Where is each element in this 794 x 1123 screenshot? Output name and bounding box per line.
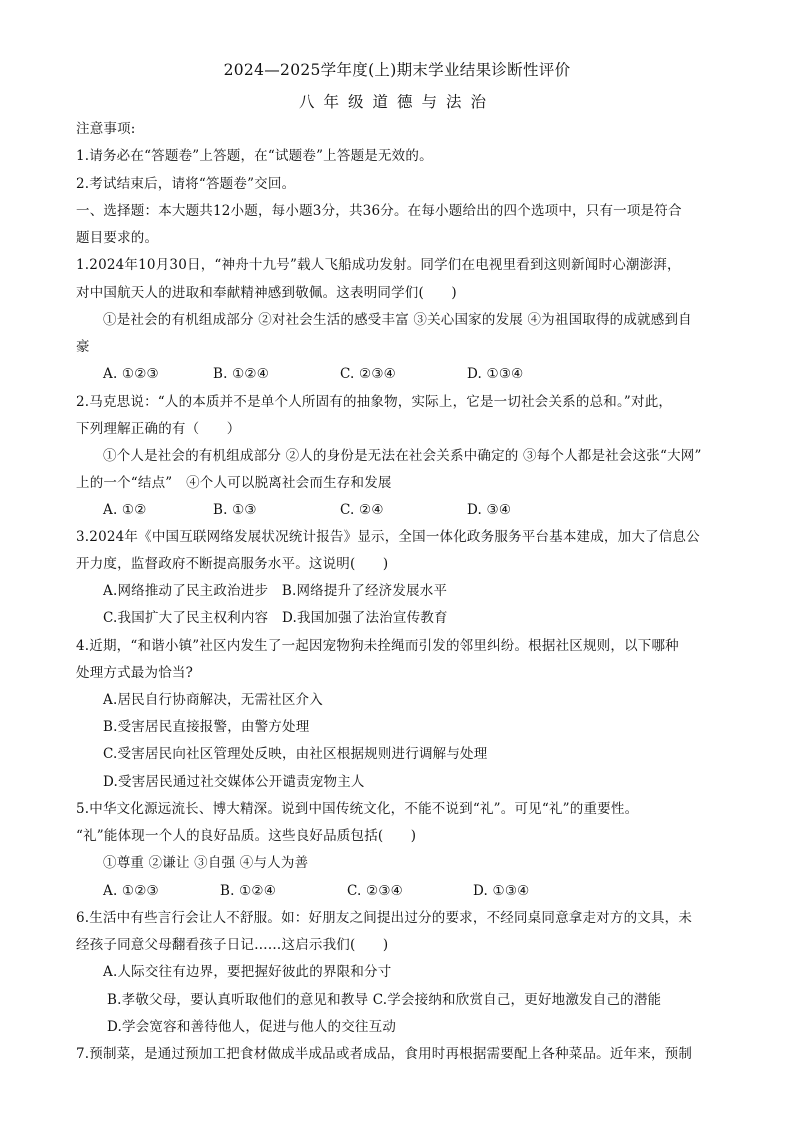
- option-c: C. ②③④: [347, 883, 403, 899]
- option-row: D.受害居民通过社交媒体公开谴责宠物主人: [103, 774, 365, 790]
- question-statement: ①尊重 ②谦让 ③自强 ④与人为善: [103, 855, 309, 871]
- option-row: A.网络推动了民主政治进步 B.网络提升了经济发展水平: [103, 583, 448, 599]
- option-b: B. ①③: [213, 502, 257, 518]
- option-row: B.受害居民直接报警，由警方处理: [103, 719, 310, 735]
- option-row: C.我国扩大了民主权利内容 D.我国加强了法治宣传教育: [103, 610, 448, 626]
- question-stem: 7.预制菜，是通过预加工把食材做成半成品或者成品，食用时再根据需要配上各种菜品。近年来，预制: [76, 1046, 693, 1062]
- option-row: A.居民自行协商解决，无需社区介入: [103, 692, 323, 708]
- option-b: B. ①②④: [213, 366, 270, 382]
- option-a: A. ①②③: [103, 883, 159, 899]
- option-c: C. ②③④: [340, 366, 396, 382]
- question-statement: 上的一个“结点” ④个人可以脱离社会而生存和发展: [76, 475, 392, 491]
- exam-subject: 八年级道德与法治: [298, 93, 495, 111]
- question-stem: 2.马克思说：“人的本质并不是单个人所固有的抽象物，实际上，它是一切社会关系的总和。”对此，: [76, 394, 673, 410]
- question-stem: “礼”能体现一个人的良好品质。这些良好品质包括( ): [76, 828, 417, 844]
- notes-item: 2.考试结束后，请将“答题卷”交回。: [76, 176, 296, 192]
- question-stem: 4.近期，“和谐小镇”社区内发生了一起因宠物狗未拴绳而引发的邻里纠纷。根据社区规则，以下哪种: [76, 638, 679, 654]
- option-a: A. ①②③: [103, 366, 159, 382]
- question-statement: 豪: [76, 339, 90, 355]
- option-row: B.孝敬父母，要认真听取他们的意见和教导 C.学会接纳和欣赏自己，更好地激发自己的潜能: [107, 992, 662, 1008]
- notes-heading: 注意事项:: [76, 121, 136, 137]
- option-row: A.人际交往有边界，要把握好彼此的界限和分寸: [103, 964, 392, 980]
- section-instruction: 题目要求的。: [76, 230, 159, 246]
- option-d: D. ③④: [467, 502, 512, 518]
- exam-title: 2024—2025学年度(上)期末学业结果诊断性评价: [223, 61, 571, 79]
- option-row: D.学会宽容和善待他人，促进与他人的交往互动: [107, 1019, 397, 1035]
- question-stem: 5.中华文化源远流长、博大精深。说到中国传统文化，不能不说到“礼”。可见“礼”的重要性。: [76, 801, 639, 817]
- question-stem: 对中国航天人的进取和奉献精神感到敬佩。这表明同学们( ): [76, 285, 457, 301]
- section-instruction: 一、选择题：本大题共12小题，每小题3分，共36分。在每小题给出的四个选项中，只有一项是符合: [76, 203, 682, 219]
- question-stem: 1.2024年10月30日，“神舟十九号”载人飞船成功发射。同学们在电视里看到这则新闻时心潮澎湃，: [76, 257, 681, 273]
- option-a: A. ①②: [103, 502, 147, 518]
- question-stem: 开力度，监督政府不断提高服务水平。这说明( ): [76, 556, 389, 572]
- question-stem: 3.2024年《中国互联网络发展状况统计报告》显示，全国一体化政务服务平台基本建成，加大了信息公: [76, 529, 700, 545]
- notes-item: 1.请务必在“答题卷”上答题，在“试题卷”上答题是无效的。: [76, 148, 433, 164]
- question-stem: 下列理解正确的有（ ）: [76, 421, 241, 437]
- question-stem: 经孩子同意父母翻看孩子日记……这启示我们( ): [76, 937, 389, 953]
- option-c: C. ②④: [340, 502, 384, 518]
- option-b: B. ①②④: [220, 883, 277, 899]
- option-d: D. ①③④: [467, 366, 524, 382]
- question-stem: 处理方式最为恰当?: [76, 665, 194, 681]
- option-row: C.受害居民向社区管理处反映，由社区根据规则进行调解与处理: [103, 746, 488, 762]
- question-stem: 6.生活中有些言行会让人不舒服。如：好朋友之间提出过分的要求，不经同桌同意拿走对方的文具，未: [76, 910, 693, 926]
- question-statement: ①是社会的有机组成部分 ②对社会生活的感受丰富 ③关心国家的发展 ④为祖国取得的成就感到自: [103, 312, 692, 328]
- question-statement: ①个人是社会的有机组成部分 ②人的身份是无法在社会关系中确定的 ③每个人都是社会这张“大网”: [103, 448, 702, 464]
- option-d: D. ①③④: [473, 883, 530, 899]
